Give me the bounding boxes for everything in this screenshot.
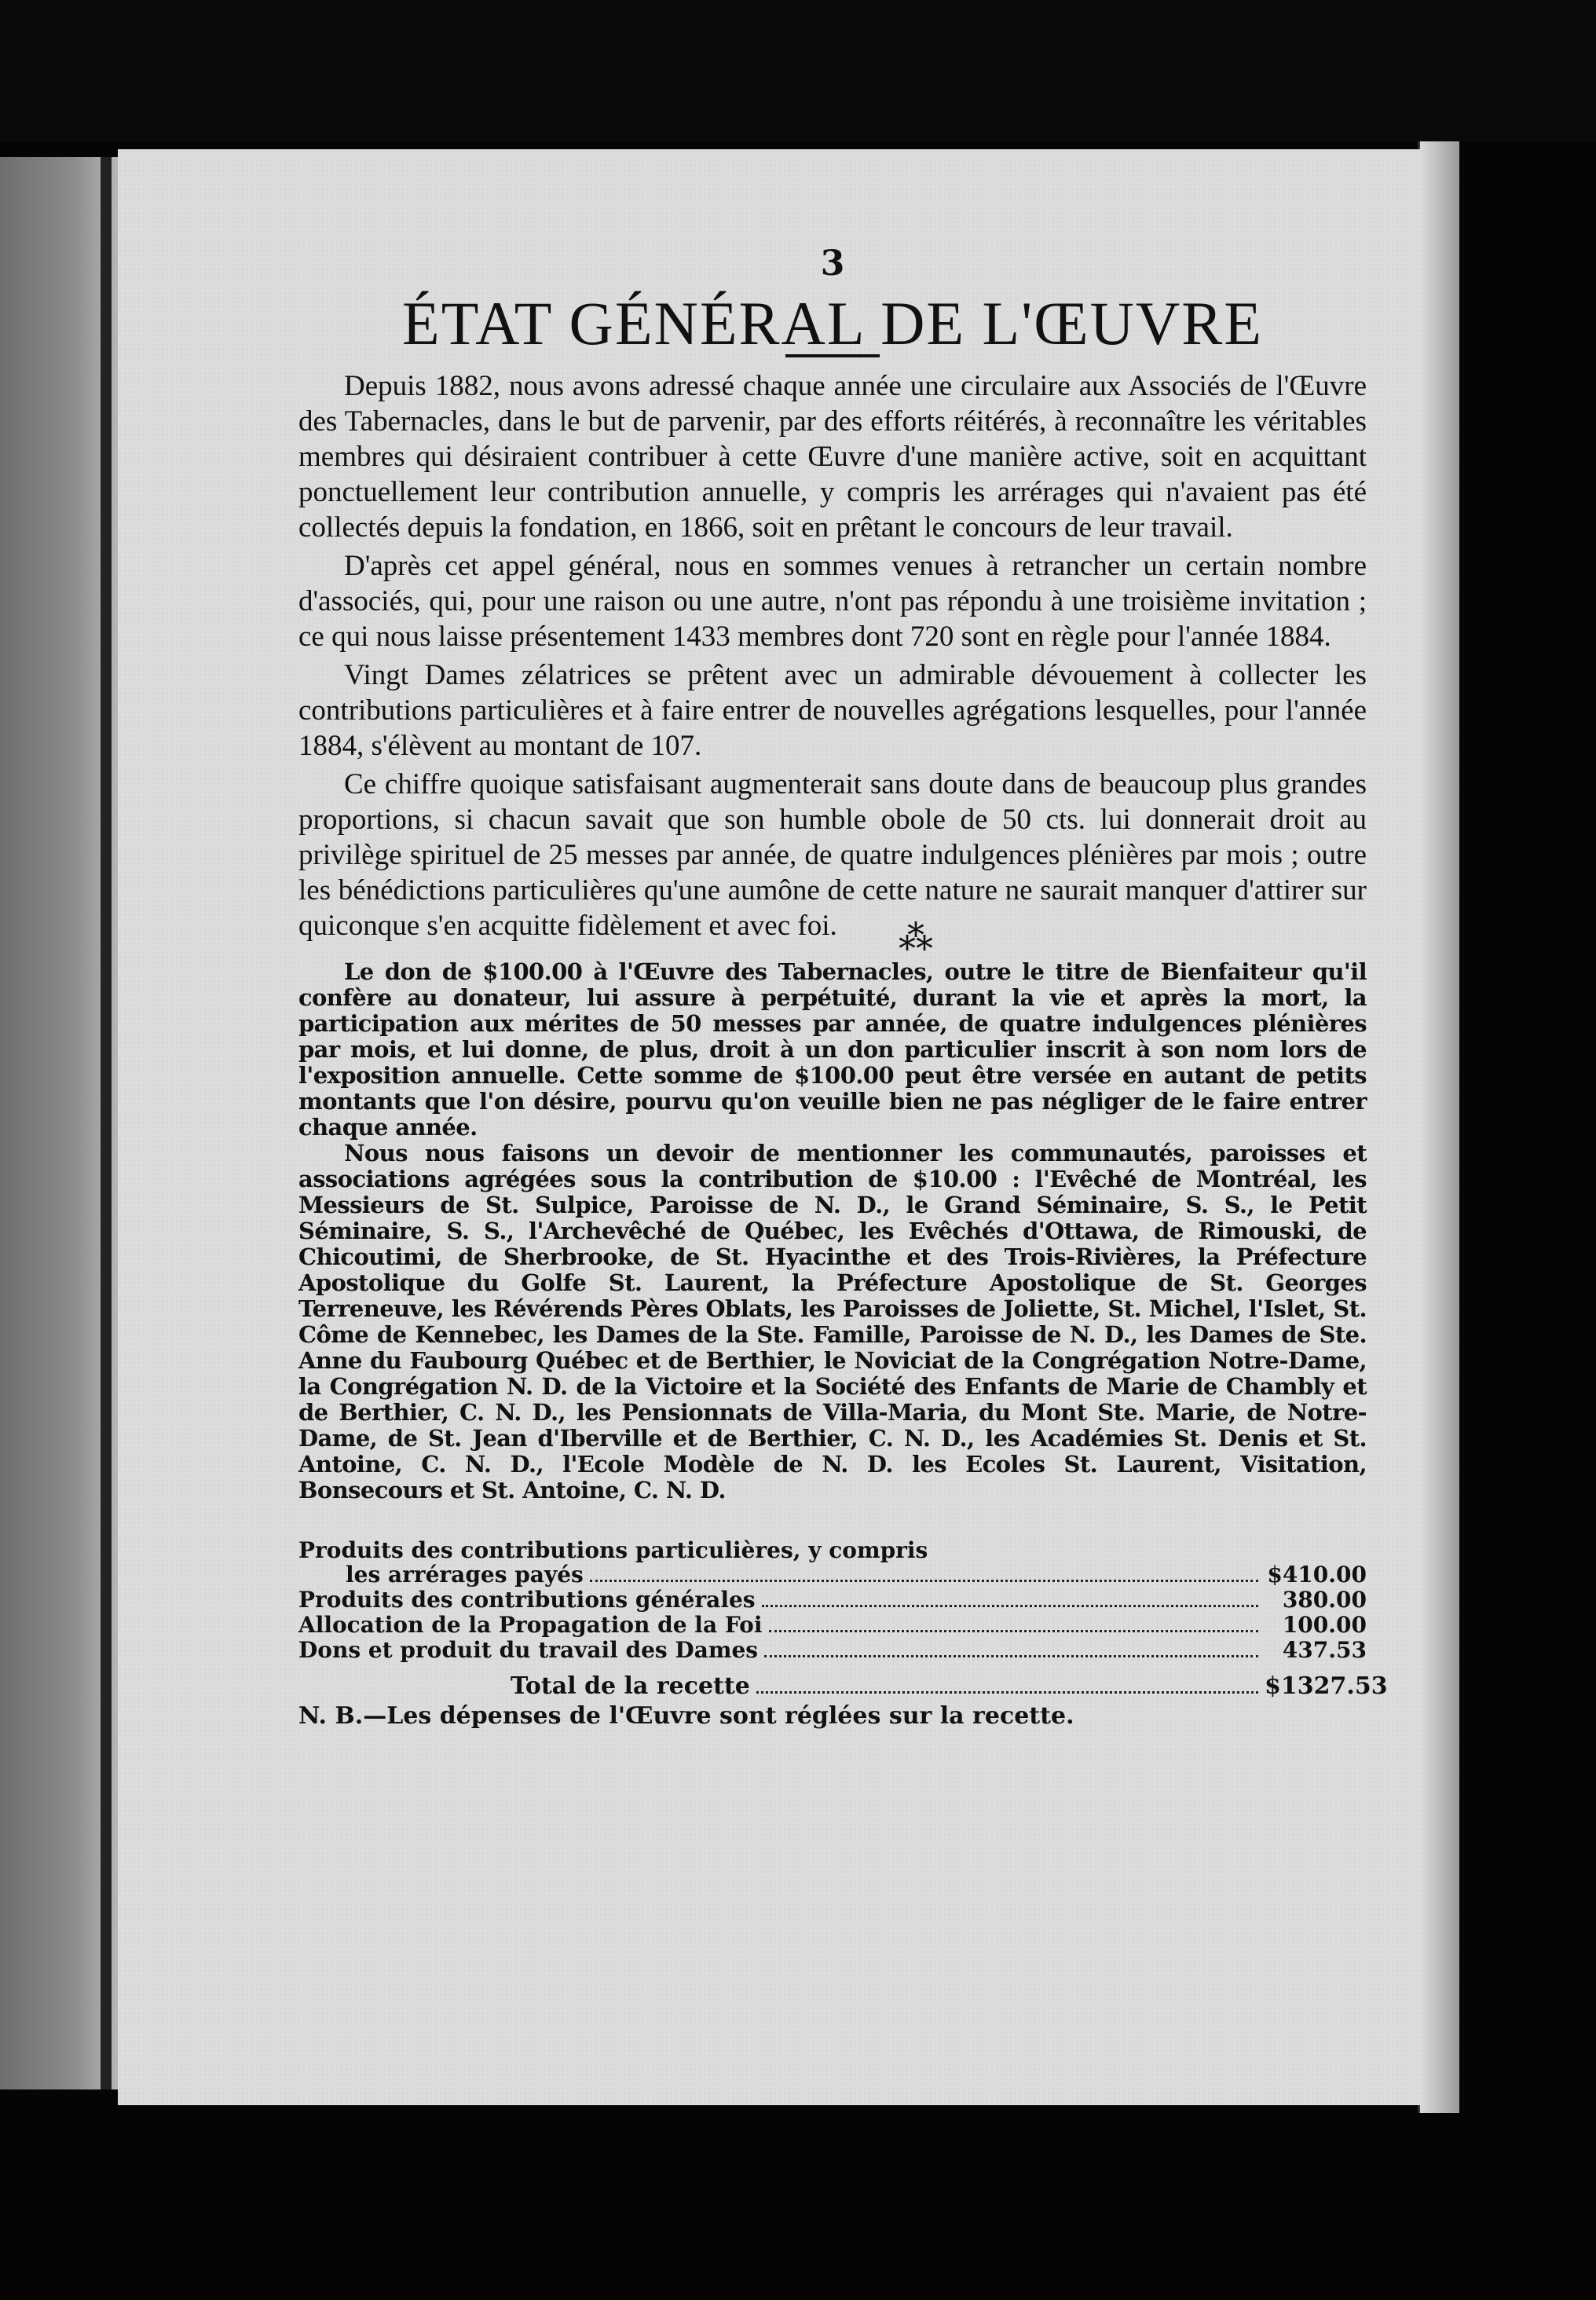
receipts-ledger [298, 1537, 1388, 1700]
ledger-label: Allocation de la Propagation de la Foi [298, 1612, 763, 1638]
leader-dots [762, 1605, 1258, 1607]
book-spine [101, 157, 112, 2089]
page-content [298, 244, 1388, 1730]
ledger-row [298, 1588, 1367, 1613]
footnote: N. B.—Les dépenses de l'Œuvre sont réglées sur la recette. [298, 1702, 1074, 1730]
paragraph: Depuis 1882, nous avons adressé chaque année une circulaire aux Associés de l'Œuvre des Tabernacles, dans le but de parvenir, par des efforts réitérés, à reconnaître les véritables membres qui désiraient contribuer à cette Œuvre d'une manière active, soit en acquittant ponctuellement leur contribution annuelle, y compris les arrérages qui n'avaient pas été collectés depuis la fondation, en 1866, soit en prêtant le concours de leur travail. [298, 370, 1367, 544]
ledger-row [298, 1613, 1367, 1638]
ledger-label: Produits des contributions générales [298, 1587, 756, 1613]
ledger-label: Produits des contributions particulières, y compris [298, 1537, 928, 1563]
ledger-label: Dons et produit du travail des Dames [298, 1637, 759, 1663]
page-title [298, 288, 1367, 357]
paragraph: Ce chiffre quoique satisfaisant augmenterait sans doute dans de beaucoup plus grandes proportions, si chacun savait que son humble obole de 50 cts. lui donnerait droit au privilège spirituel de 25 messes par année, de quatre indulgences plénières par mois ; outre les bénédictions particulières qu'une aumône de cette nature ne saurait manquer d'attirer sur quiconque s'en acquitte fidèlement et avec foi. [298, 768, 1367, 942]
ledger-row [298, 1562, 1367, 1588]
leader-dots [769, 1630, 1259, 1632]
asterism-separator: ⁂ [899, 918, 939, 958]
ledger-total-label: Total de la recette [511, 1672, 750, 1700]
donation-paragraph: Le don de $100.00 à l'Œuvre des Tabernacles, outre le titre de Bienfaiteur qu'il confère au donateur, lui assure à perpétuité, durant la vie et après la mort, la participation aux mérites de 50 messes par année, de quatre indulgences plénières par mois, et lui donne, de plus, droit à un don particulier inscrit à son nom lors de l'exposition annuelle. Cette somme de $100.00 peut être versée en autant de petits montants que l'on désire, pourvu qu'on veuille bien ne pas négliger de le faire entrer chaque année. [298, 958, 1367, 1141]
ledger-total-row [298, 1672, 1388, 1700]
leader-dots [756, 1691, 1258, 1694]
ledger-row [298, 1538, 1367, 1562]
ledger-amount: 100.00 [1282, 1612, 1367, 1638]
leader-dots [764, 1655, 1258, 1657]
page-number: 3 [820, 244, 845, 284]
ledger-label: les arrérages payés [346, 1562, 584, 1588]
paragraph: Vingt Dames zélatrices se prêtent avec un admirable dévouement à collecter les contributions particulières et à faire entrer de nouvelles agrégations lesquelles, pour l'année 1884, s'élèvent au montant de 107. [298, 659, 1367, 762]
leader-dots [590, 1580, 1258, 1582]
communities-paragraph: Nous nous faisons un devoir de mentionner les communautés, paroisses et associations agrégées sous la contribution de $10.00 : l'Evêché de Montréal, les Messieurs de St. Sulpice, Paroisse de N. D., le Grand Séminaire, S. S., le Petit Séminaire, S. S., l'Archevêché de Québec, les Evêchés d'Ottawa, de Rimouski, de Chicoutimi, de Sherbrooke, de St. Hyacinthe et des Trois-Rivières, la Préfecture Apostolique du Golfe St. Laurent, la Préfecture Apostolique de St. Georges Terreneuve, les Révérends Pères Oblats, les Paroisses de Joliette, St. Michel, l'Islet, St. Côme de Kennebec, les Dames de la Ste. Famille, Paroisse de N. D., les Dames de Ste. Anne du Faubourg Québec et de Berthier, le Noviciat de la Congrégation Notre-Dame, la Congrégation N. D. de la Victoire et la Société des Enfants de Marie de Chambly et de Berthier, C. N. D., les Pensionnats de Villa-Maria, du Mont Ste. Marie, de Notre-Dame, de St. Jean d'Iberville et de Berthier, C. N. D., les Académies St. Denis et St. Antoine, C. N. D., l'Ecole Modèle de N. D. les Ecoles St. Laurent, Visitation, Bonsecours et St. Antoine, C. N. D. [298, 1140, 1367, 1503]
ledger-amount: 380.00 [1282, 1587, 1367, 1613]
book-page [118, 149, 1422, 2105]
paragraph: D'après cet appel général, nous en sommes venues à retrancher un certain nombre d'associés, qui, pour une raison ou une autre, n'ont pas répondu à une troisième invitation ; ce qui nous laisse présentement 1433 membres dont 720 sont en règle pour l'année 1884. [298, 550, 1367, 653]
ledger-amount: 437.53 [1282, 1637, 1367, 1663]
dark-background [0, 0, 1596, 141]
ledger-row [298, 1638, 1367, 1663]
page-stack-edge [1418, 141, 1459, 2113]
ledger-amount: $410.00 [1267, 1562, 1367, 1588]
page-title-text: ÉTAT GÉNÉRAL DE L'ŒUVRE [402, 289, 1263, 357]
ledger-total-amount: $1327.53 [1265, 1672, 1388, 1700]
